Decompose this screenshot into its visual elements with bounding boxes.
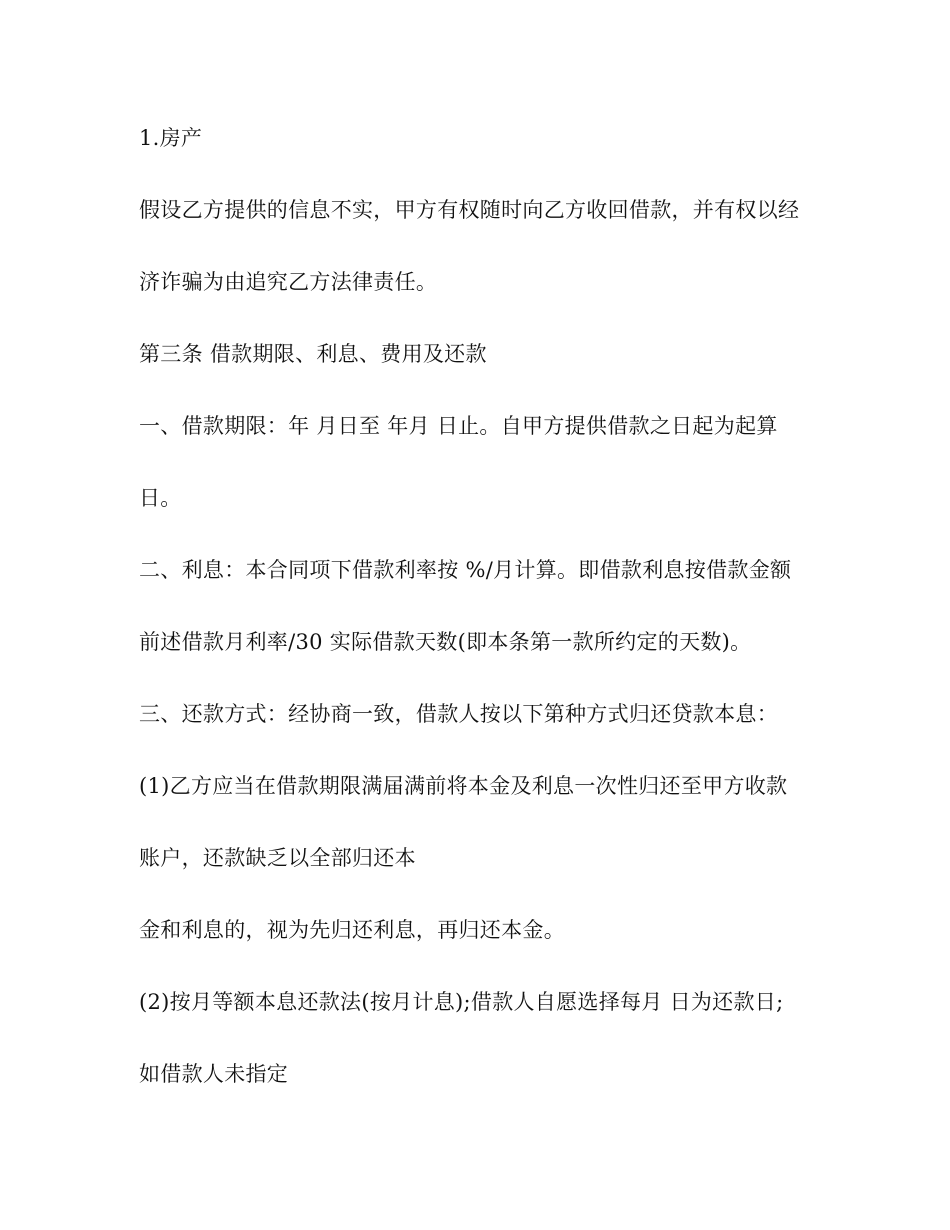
paragraph-line: 金和利息的，视为先归还利息，再归还本金。 <box>139 918 565 942</box>
paragraph-line: 1.房产 <box>139 126 203 150</box>
paragraph-line: 三、还款方式：经协商一致，借款人按以下第种方式归还贷款本息： <box>139 702 778 726</box>
paragraph-line: (2)按月等额本息还款法(按月计息);借款人自愿选择每月 日为还款日; <box>139 990 784 1014</box>
paragraph-line: 日。 <box>139 486 182 510</box>
section-heading: 第三条 借款期限、利息、费用及还款 <box>139 342 487 366</box>
paragraph-line: 账户，还款缺乏以全部归还本 <box>139 846 416 870</box>
paragraph-line: 一、借款期限：年 月日至 年月 日止。自甲方提供借款之日起为起算 <box>139 414 778 438</box>
paragraph-line: 如借款人未指定 <box>139 1062 289 1086</box>
paragraph-line: 济诈骗为由追究乙方法律责任。 <box>139 270 438 294</box>
paragraph-line: 前述借款月利率/30 实际借款天数(即本条第一款所约定的天数)。 <box>139 630 752 654</box>
paragraph-line: 假设乙方提供的信息不实，甲方有权随时向乙方收回借款，并有权以经 <box>139 198 800 222</box>
paragraph-line: 二、利息：本合同项下借款利率按 %/月计算。即借款利息按借款金额 <box>139 558 792 582</box>
paragraph-line: (1)乙方应当在借款期限满届满前将本金及利息一次性归还至甲方收款 <box>139 774 788 798</box>
document-body <box>139 126 839 1134</box>
